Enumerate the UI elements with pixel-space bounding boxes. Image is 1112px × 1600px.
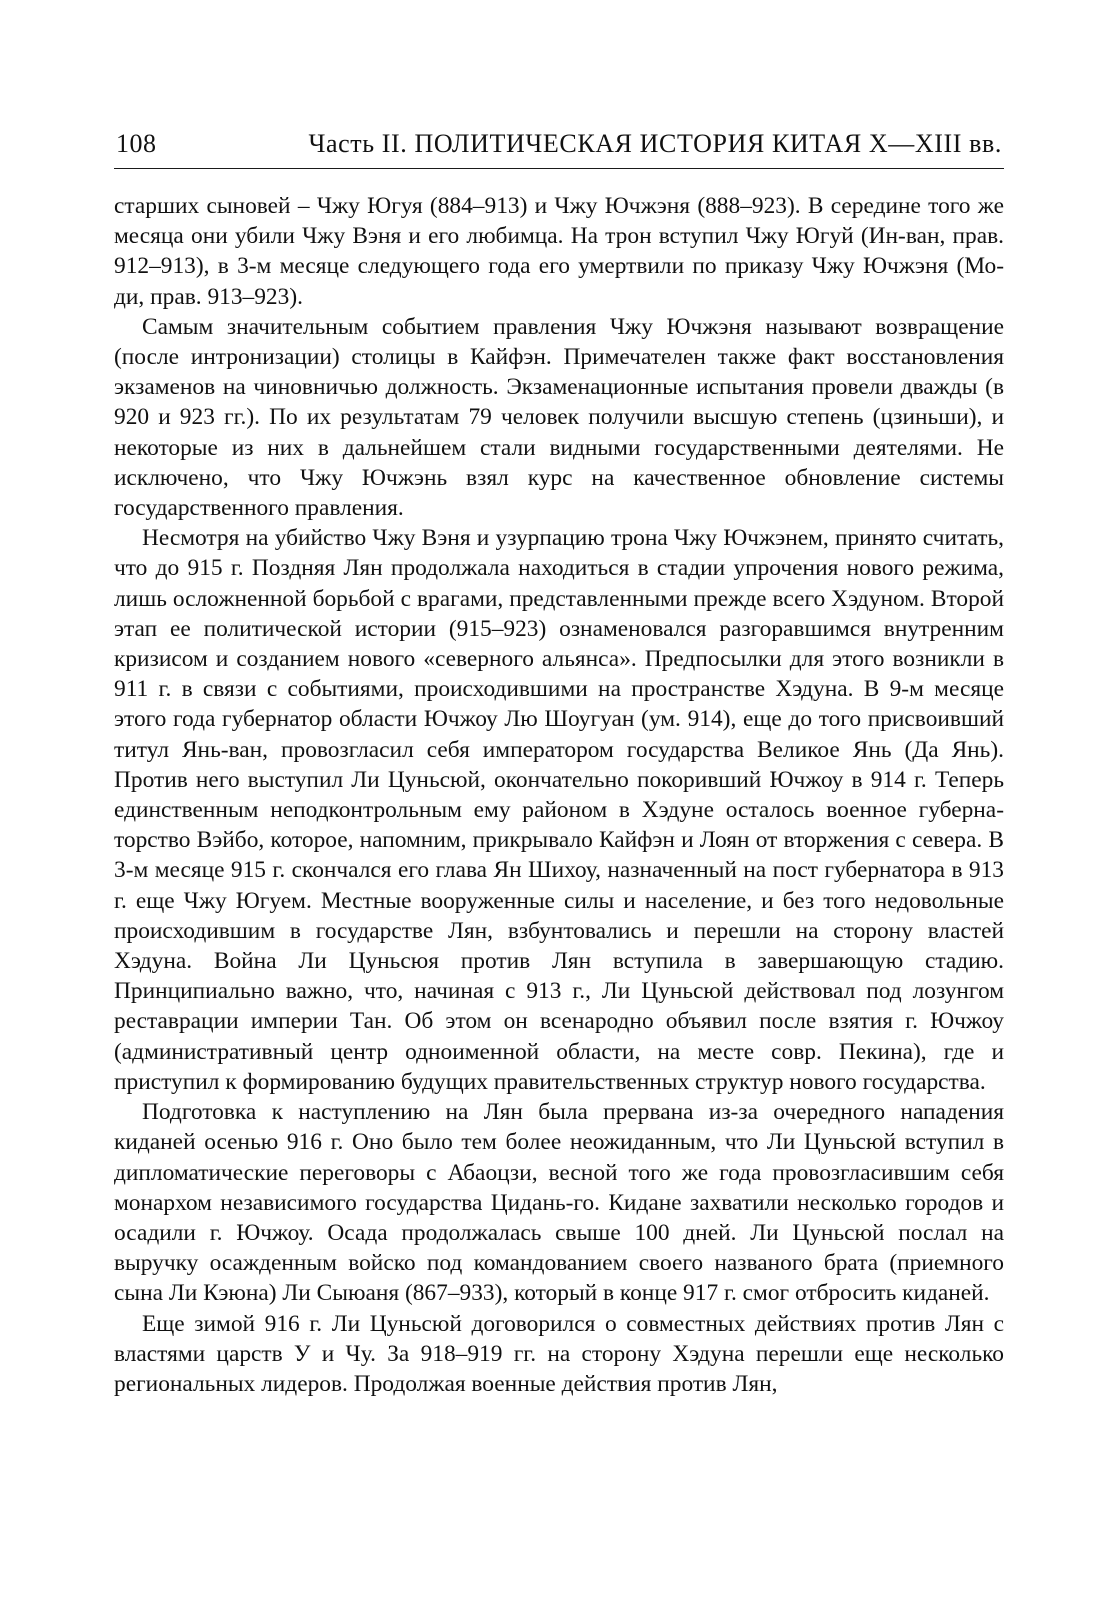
running-header-title: Часть II. ПОЛИТИЧЕСКАЯ ИСТОРИЯ КИТАЯ X—XIII вв. — [308, 129, 1002, 158]
page-number: 108 — [116, 129, 157, 158]
book-page — [114, 124, 1004, 1399]
running-header — [114, 124, 1004, 169]
body-text — [114, 191, 1004, 1399]
paragraph-1: старших сыновей – Чжу Югуя (884–913) и Чжу Ючжэня (888–923). В середине того же месяца они убили Чжу Вэня и его любимца. На трон вступил Чжу Югуй (Ин-ван, прав. 912–913), в 3-м месяце следующего года его умертвили по приказу Чжу Ючжэня (Мо-ди, прав. 913–923). — [114, 193, 1004, 310]
paragraph-3: Несмотря на убийство Чжу Вэня и узурпацию трона Чжу Ючжэнем, принято считать, что до 915 г. Поздняя Лян продолжала находиться в стадии упрочения нового режима, лишь осложненной борьбой с врагами, представленными прежде всего Хэдуном. Второй этап ее политической истории (915–923) ознаменовался разгоравшимся внутренним кризисом и созданием нового «северного альянса». Предпосылки для этого возникли в 911 г. в связи с событиями, происходившими на пространстве Хэдуна. В 9-м месяце этого года губернатор области Ючжоу Лю Шоугуан (ум. 914), еще до того присвоивший титул Янь-ван, провозгласил себя императором государства Великое Янь (Да Янь). Против него выступил Ли Цуньсюй, окончательно покоривший Ючжоу в 914 г. Теперь единственным неподконтрольным ему районом в Хэдуне осталось военное губернаторство Вэйбо, которое, напомним, прикрывало Кайфэн и Лоян от вторжения с севера. В 3-м месяце 915 г. скончался его глава Ян Шихоу, назначенный на пост губернатора в 913 г. еще Чжу Югуем. Местные вооруженные силы и население, и без того недовольные происходившим в государстве Лян, взбунтовались и перешли на сторону властей Хэдуна. Война Ли Цуньсюя против Лян вступила в завершающую стадию. Принципиально важно, что, начиная с 913 г., Ли Цуньсюй действовал под лозунгом реставрации империи Тан. Об этом он всенародно объявил после взятия г. Ючжоу (административный центр одноименной области, на месте совр. Пекина), где и приступил к формированию будущих правительственных структур нового государства. — [114, 525, 1004, 1095]
paragraph-5: Еще зимой 916 г. Ли Цуньсюй договорился о совместных действиях против Лян с властями царств У и Чу. За 918–919 гг. на сторону Хэдуна перешли еще несколько региональных лидеров. Продолжая военные действия против Лян, — [114, 1310, 1004, 1397]
paragraph-4: Подготовка к наступлению на Лян была прервана из-за очередного нападения киданей осенью 916 г. Оно было тем более неожиданным, что Ли Цуньсюй вступил в дипломатические переговоры с Абаоцзи, весной того же года провозгласившим себя монархом независимого государства Цидань-го. Кидане захватили несколько городов и осадили г. Ючжоу. Осада продолжалась свыше 100 дней. Ли Цуньсюй послал на выручку осажденным войско под командованием своего названого брата (приемного сына Ли Кэюна) Ли Сыюаня (867–933), который в конце 917 г. смог отбросить киданей. — [114, 1099, 1004, 1307]
paragraph-2: Самым значительным событием правления Чжу Ючжэня называют возвращение (после интронизации) столицы в Кайфэн. Примечателен также факт восстановления экзаменов на чиновничью должность. Экзаменационные испытания провели дважды (в 920 и 923 гг.). По их результатам 79 человек получили высшую степень (цзиньши), и некоторые из них в дальнейшем стали видными государственными деятелями. Не исключено, что Чжу Ючжэнь взял курс на качественное обновление системы государственного правления. — [114, 313, 1004, 522]
